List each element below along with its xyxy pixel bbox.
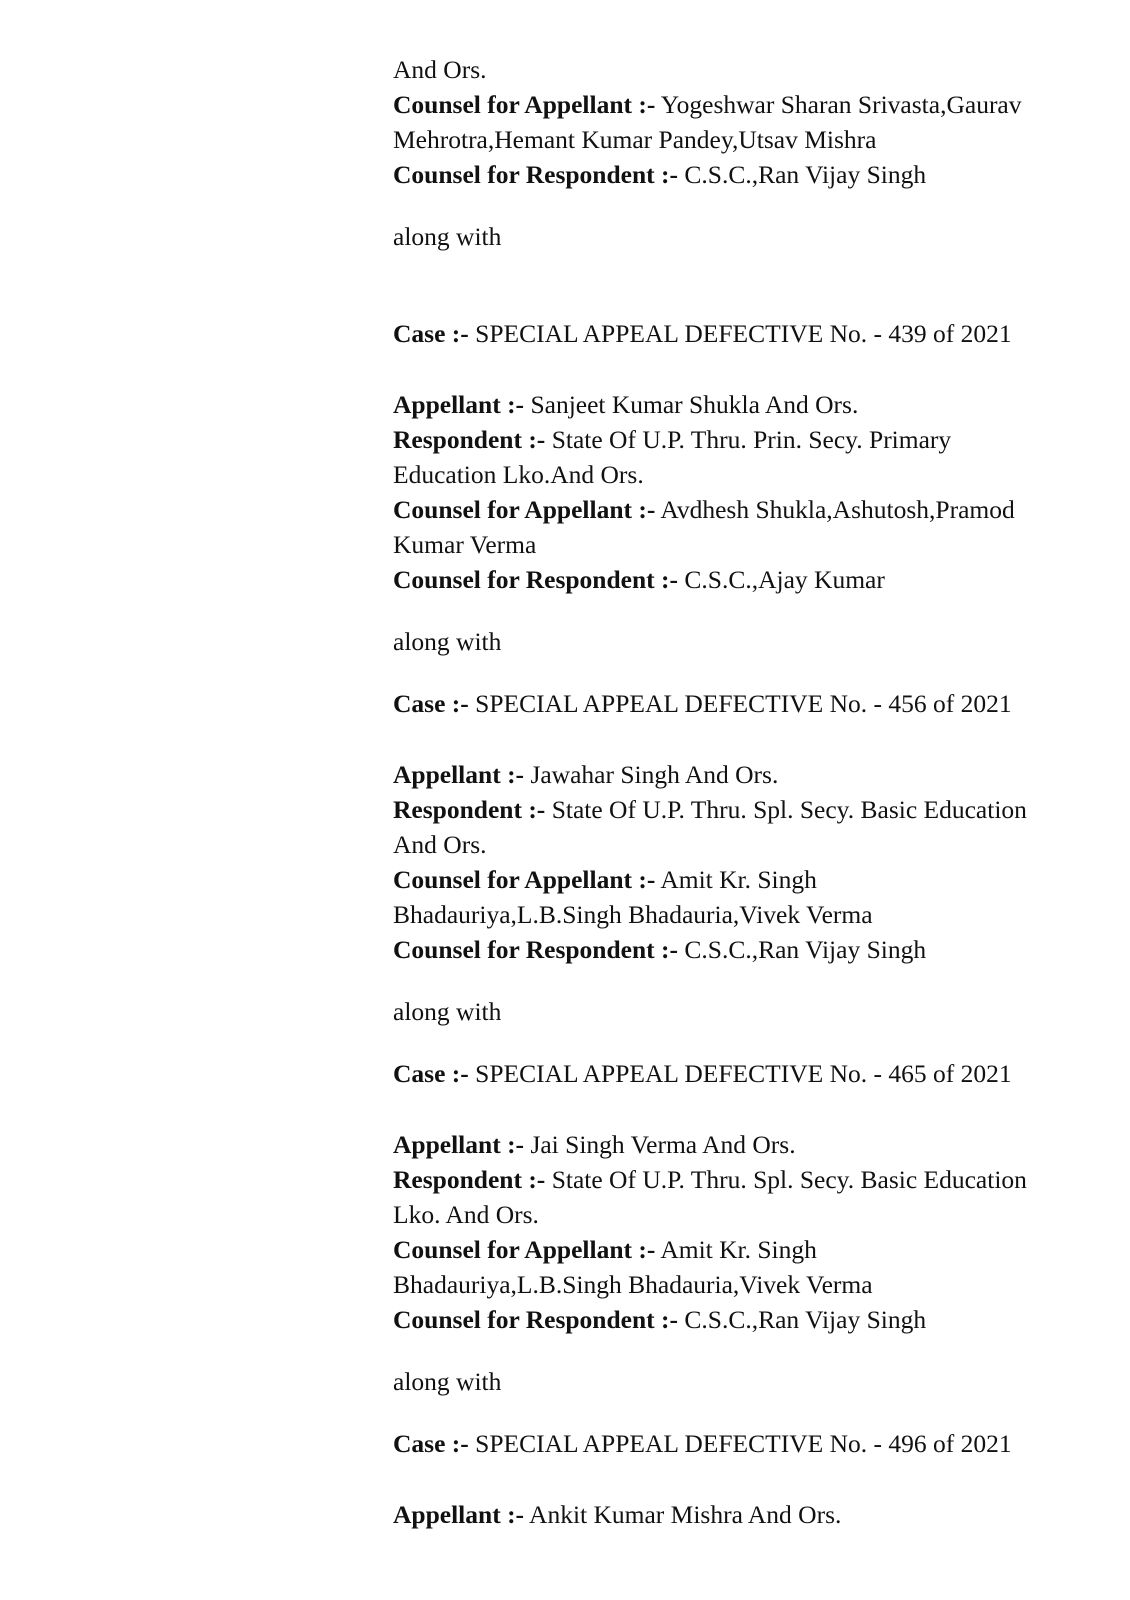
field-label: Respondent :-: [393, 1165, 546, 1194]
along-with-text: along with: [393, 997, 502, 1026]
field-label: Appellant :-: [393, 1500, 525, 1529]
field-label: Appellant :-: [393, 390, 525, 419]
field-label: Case :-: [393, 319, 469, 348]
field-label: Counsel for Appellant :-: [393, 865, 656, 894]
field-value: SPECIAL APPEAL DEFECTIVE No. - 456 of 2021: [468, 689, 1012, 718]
document-column: [393, 52, 1063, 1532]
field-label: Case :-: [393, 1059, 469, 1088]
counsel-for-appellant-cont: Kumar Verma: [393, 530, 537, 559]
field-value: State Of U.P. Thru. Prin. Secy. Primary: [545, 425, 952, 454]
counsel-for-respondent: [393, 1302, 1063, 1337]
field-value: SPECIAL APPEAL DEFECTIVE No. - 439 of 2021: [468, 319, 1012, 348]
counsel-for-appellant: [393, 1232, 1063, 1267]
field-value: Yogeshwar Sharan Srivasta,Gaurav: [655, 90, 1022, 119]
counsel-for-respondent: [393, 157, 1063, 192]
field-label: Respondent :-: [393, 425, 546, 454]
along-with-text: along with: [393, 627, 502, 656]
field-label: Counsel for Appellant :-: [393, 495, 656, 524]
along-with-text: along with: [393, 1367, 502, 1396]
case-block: [393, 1426, 1063, 1532]
field-label: Counsel for Respondent :-: [393, 1305, 679, 1334]
field-label: Counsel for Respondent :-: [393, 935, 679, 964]
field-label: Counsel for Appellant :-: [393, 1235, 656, 1264]
counsel-for-appellant: [393, 492, 1063, 527]
field-label: Case :-: [393, 1429, 469, 1458]
case-number: [393, 686, 1063, 721]
counsel-for-respondent: [393, 932, 1063, 967]
counsel-for-appellant-cont: Mehrotra,Hemant Kumar Pandey,Utsav Mishra: [393, 125, 877, 154]
respondent-cont: Lko. And Ors.: [393, 1200, 539, 1229]
counsel-for-appellant-cont: Bhadauriya,L.B.Singh Bhadauria,Vivek Verma: [393, 1270, 873, 1299]
respondent-cont: And Ors.: [393, 830, 487, 859]
field-value: Avdhesh Shukla,Ashutosh,Pramod: [655, 495, 1015, 524]
field-label: Case :-: [393, 689, 469, 718]
counsel-for-appellant: [393, 87, 1063, 122]
respondent: [393, 792, 1063, 827]
field-value: C.S.C.,Ran Vijay Singh: [678, 1305, 927, 1334]
field-value: SPECIAL APPEAL DEFECTIVE No. - 496 of 2021: [468, 1429, 1012, 1458]
field-value: Amit Kr. Singh: [655, 1235, 817, 1264]
appellant: [393, 1127, 1063, 1162]
field-value: SPECIAL APPEAL DEFECTIVE No. - 465 of 2021: [468, 1059, 1012, 1088]
field-value: C.S.C.,Ran Vijay Singh: [678, 935, 927, 964]
field-value: State Of U.P. Thru. Spl. Secy. Basic Education: [545, 795, 1027, 824]
field-value: Jai Singh Verma And Ors.: [524, 1130, 796, 1159]
appellant: [393, 387, 1063, 422]
respondent: [393, 1162, 1063, 1197]
along-with-text: along with: [393, 222, 502, 251]
field-label: Respondent :-: [393, 795, 546, 824]
field-label: Counsel for Appellant :-: [393, 90, 656, 119]
field-label: Appellant :-: [393, 760, 525, 789]
field-value: Sanjeet Kumar Shukla And Ors.: [524, 390, 859, 419]
field-value: Amit Kr. Singh: [655, 865, 817, 894]
field-label: Counsel for Respondent :-: [393, 565, 679, 594]
field-value: State Of U.P. Thru. Spl. Secy. Basic Education: [545, 1165, 1027, 1194]
case-block: [393, 316, 1063, 597]
appellant: [393, 1497, 1063, 1532]
counsel-for-appellant-cont: Bhadauriya,L.B.Singh Bhadauria,Vivek Verma: [393, 900, 873, 929]
case-block: [393, 1056, 1063, 1337]
respondent-continuation: And Ors.: [393, 55, 487, 84]
field-value: Ankit Kumar Mishra And Ors.: [524, 1500, 842, 1529]
counsel-for-appellant: [393, 862, 1063, 897]
case-number: [393, 1056, 1063, 1091]
field-value: Jawahar Singh And Ors.: [524, 760, 779, 789]
respondent: [393, 422, 1063, 457]
field-label: Appellant :-: [393, 1130, 525, 1159]
counsel-for-respondent: [393, 562, 1063, 597]
field-value: C.S.C.,Ran Vijay Singh: [678, 160, 927, 189]
appellant: [393, 757, 1063, 792]
case-block: [393, 686, 1063, 967]
field-value: C.S.C.,Ajay Kumar: [678, 565, 885, 594]
case-number: [393, 316, 1063, 351]
case-number: [393, 1426, 1063, 1461]
field-label: Counsel for Respondent :-: [393, 160, 679, 189]
respondent-cont: Education Lko.And Ors.: [393, 460, 644, 489]
